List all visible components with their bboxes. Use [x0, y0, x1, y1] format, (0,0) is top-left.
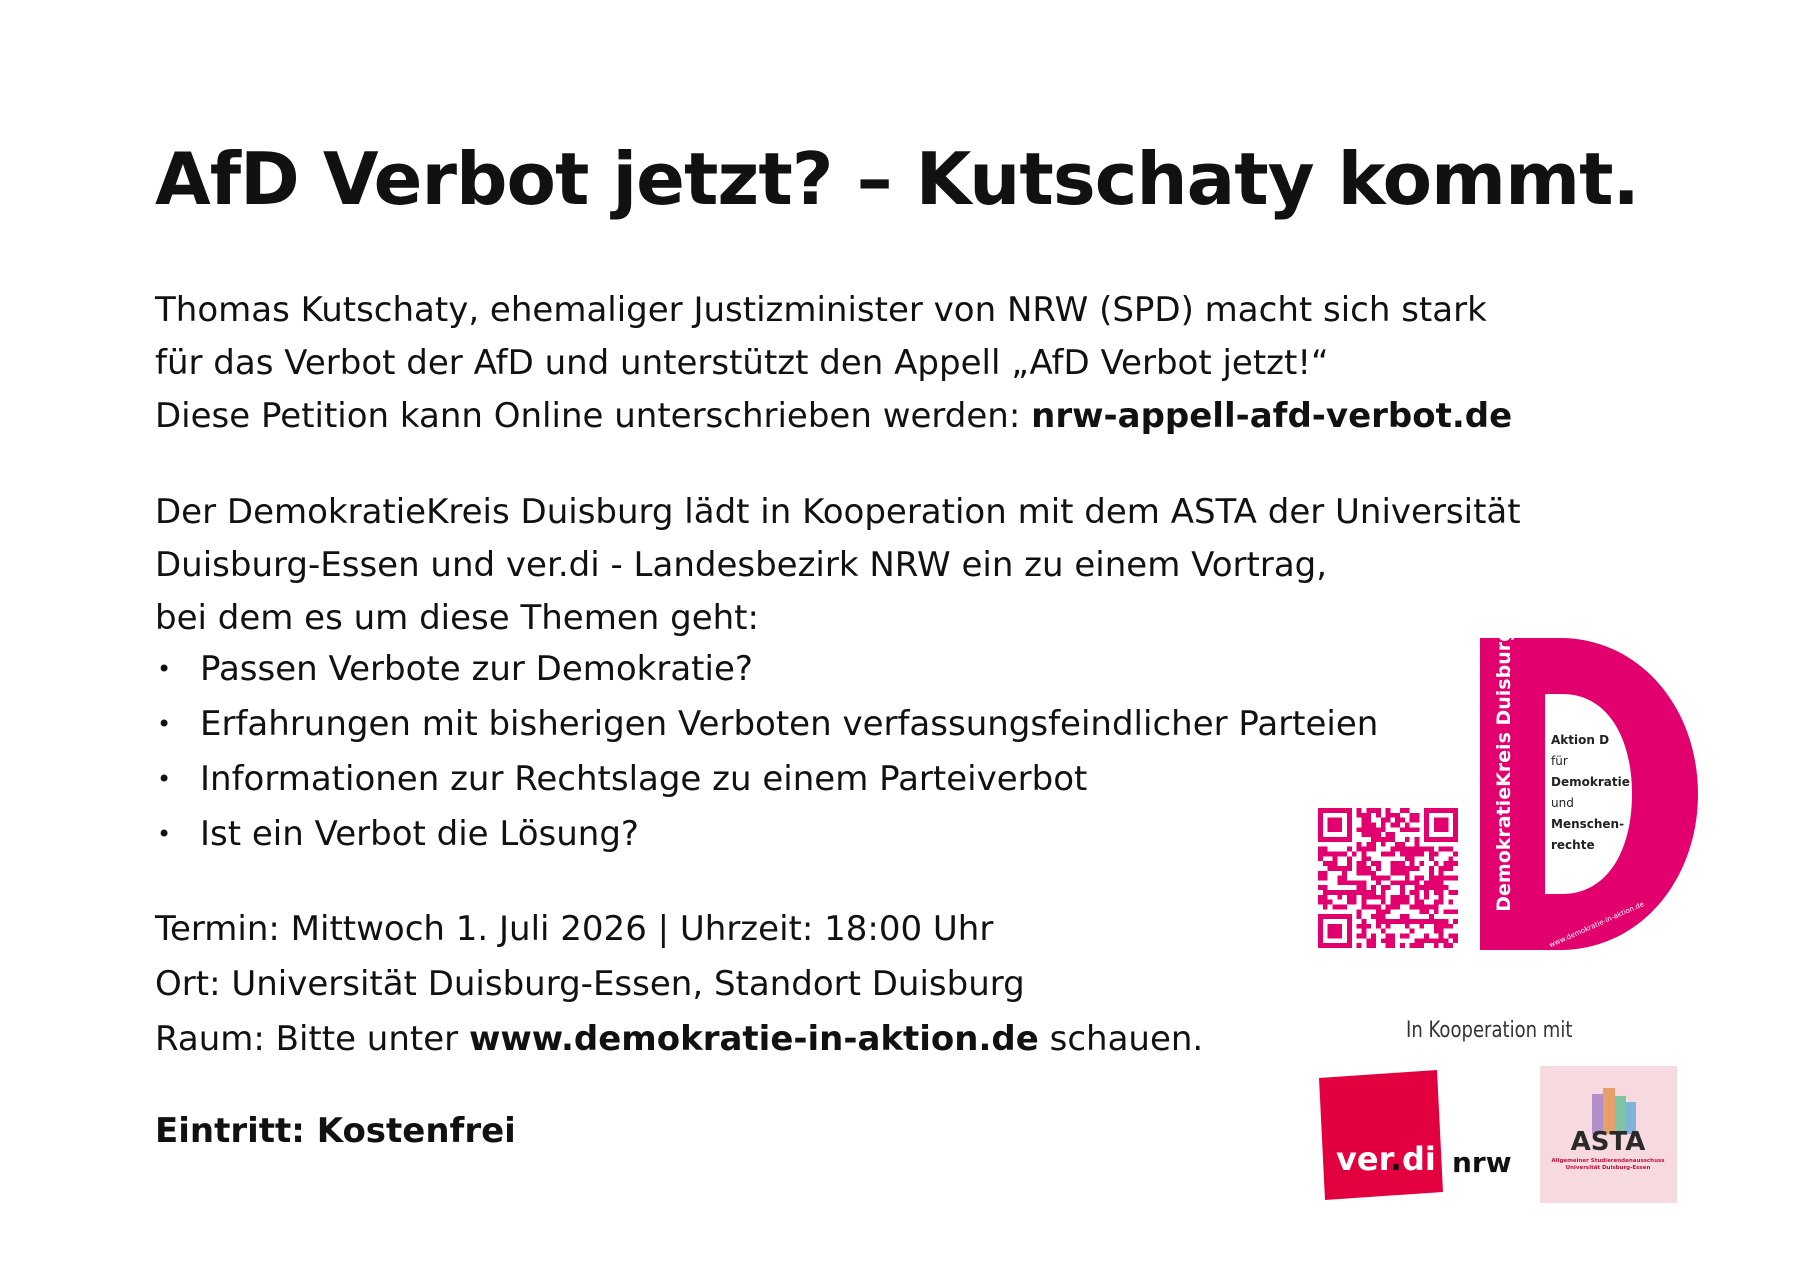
bullet-icon: • [157, 655, 172, 683]
petition-link[interactable]: nrw-appell-afd-verbot.de [1031, 396, 1513, 436]
aktion-line: für [1551, 754, 1568, 768]
asta-name: ASTA [1570, 1127, 1646, 1157]
list-item [155, 752, 1378, 807]
page-title: AfD Verbot jetzt? – Kutschaty kommt. [155, 137, 1639, 221]
asta-line: Universität Duisburg-Essen [1565, 1165, 1651, 1171]
asta-line: Allgemeiner Studierendenausschuss [1551, 1158, 1665, 1164]
topic-text: Erfahrungen mit bisherigen Verboten verfassungsfeindlicher Parteien [200, 704, 1379, 744]
bullet-icon: • [157, 820, 172, 848]
qr-code-icon[interactable] [1318, 808, 1458, 948]
description-paragraph [155, 486, 1521, 645]
logo-website-text: www.demokratie-in-aktion.de [1548, 900, 1646, 950]
verdi-part: ver [1336, 1140, 1390, 1178]
room-text: Raum: Bitte unter [155, 1019, 469, 1059]
verdi-logo [1319, 1070, 1443, 1200]
description-line: Duisburg-Essen und ver.di - Landesbezirk NRW ein zu einem Vortrag, [155, 545, 1328, 585]
intro-paragraph [155, 284, 1512, 443]
website-link[interactable]: www.demokratie-in-aktion.de [468, 1019, 1039, 1059]
verdi-dot: . [1389, 1140, 1402, 1178]
entry-fee: Eintritt: Kostenfrei [155, 1111, 516, 1151]
room-text-suffix: schauen. [1038, 1019, 1204, 1059]
aktion-line: Aktion D [1551, 733, 1610, 747]
topic-list [155, 642, 1378, 862]
description-line: Der DemokratieKreis Duisburg lädt in Kooperation mit dem ASTA der Universität [155, 492, 1521, 532]
description-line: bei dem es um diese Themen geht: [155, 598, 759, 638]
aktion-line: Menschen- [1551, 817, 1625, 831]
aktion-line: Demokratie [1551, 775, 1630, 789]
intro-line [155, 390, 1512, 443]
logo-vertical-text: DemokratieKreis Duisburg [1493, 628, 1515, 912]
topic-text: Passen Verbote zur Demokratie? [200, 649, 753, 689]
asta-logo [1540, 1066, 1677, 1203]
event-details [155, 902, 1203, 1067]
aktion-line: rechte [1551, 838, 1595, 852]
aktion-d-text [1551, 730, 1630, 856]
bullet-icon: • [157, 710, 172, 738]
petition-text: Diese Petition kann Online unterschrieben werden: [155, 396, 1032, 436]
intro-line: Thomas Kutschaty, ehemaliger Justizminister von NRW (SPD) macht sich stark [155, 290, 1487, 330]
cooperation-label: In Kooperation mit [1406, 1018, 1573, 1043]
intro-line: für das Verbot der AfD und unterstützt den Appell „AfD Verbot jetzt!“ [155, 343, 1329, 383]
event-room [155, 1012, 1203, 1067]
verdi-wordmark [1336, 1140, 1436, 1178]
verdi-region: nrw [1452, 1146, 1512, 1179]
event-date: Termin: Mittwoch 1. Juli 2026 | Uhrzeit: 18:00 Uhr [155, 909, 994, 949]
list-item [155, 807, 1378, 862]
topic-text: Informationen zur Rechtslage zu einem Parteiverbot [200, 759, 1088, 799]
list-item [155, 697, 1378, 752]
topic-text: Ist ein Verbot die Lösung? [200, 814, 639, 854]
list-item [155, 642, 1378, 697]
aktion-line: und [1551, 796, 1574, 810]
verdi-part: di [1401, 1140, 1436, 1178]
event-location: Ort: Universität Duisburg-Essen, Standort Duisburg [155, 964, 1025, 1004]
bullet-icon: • [157, 765, 172, 793]
